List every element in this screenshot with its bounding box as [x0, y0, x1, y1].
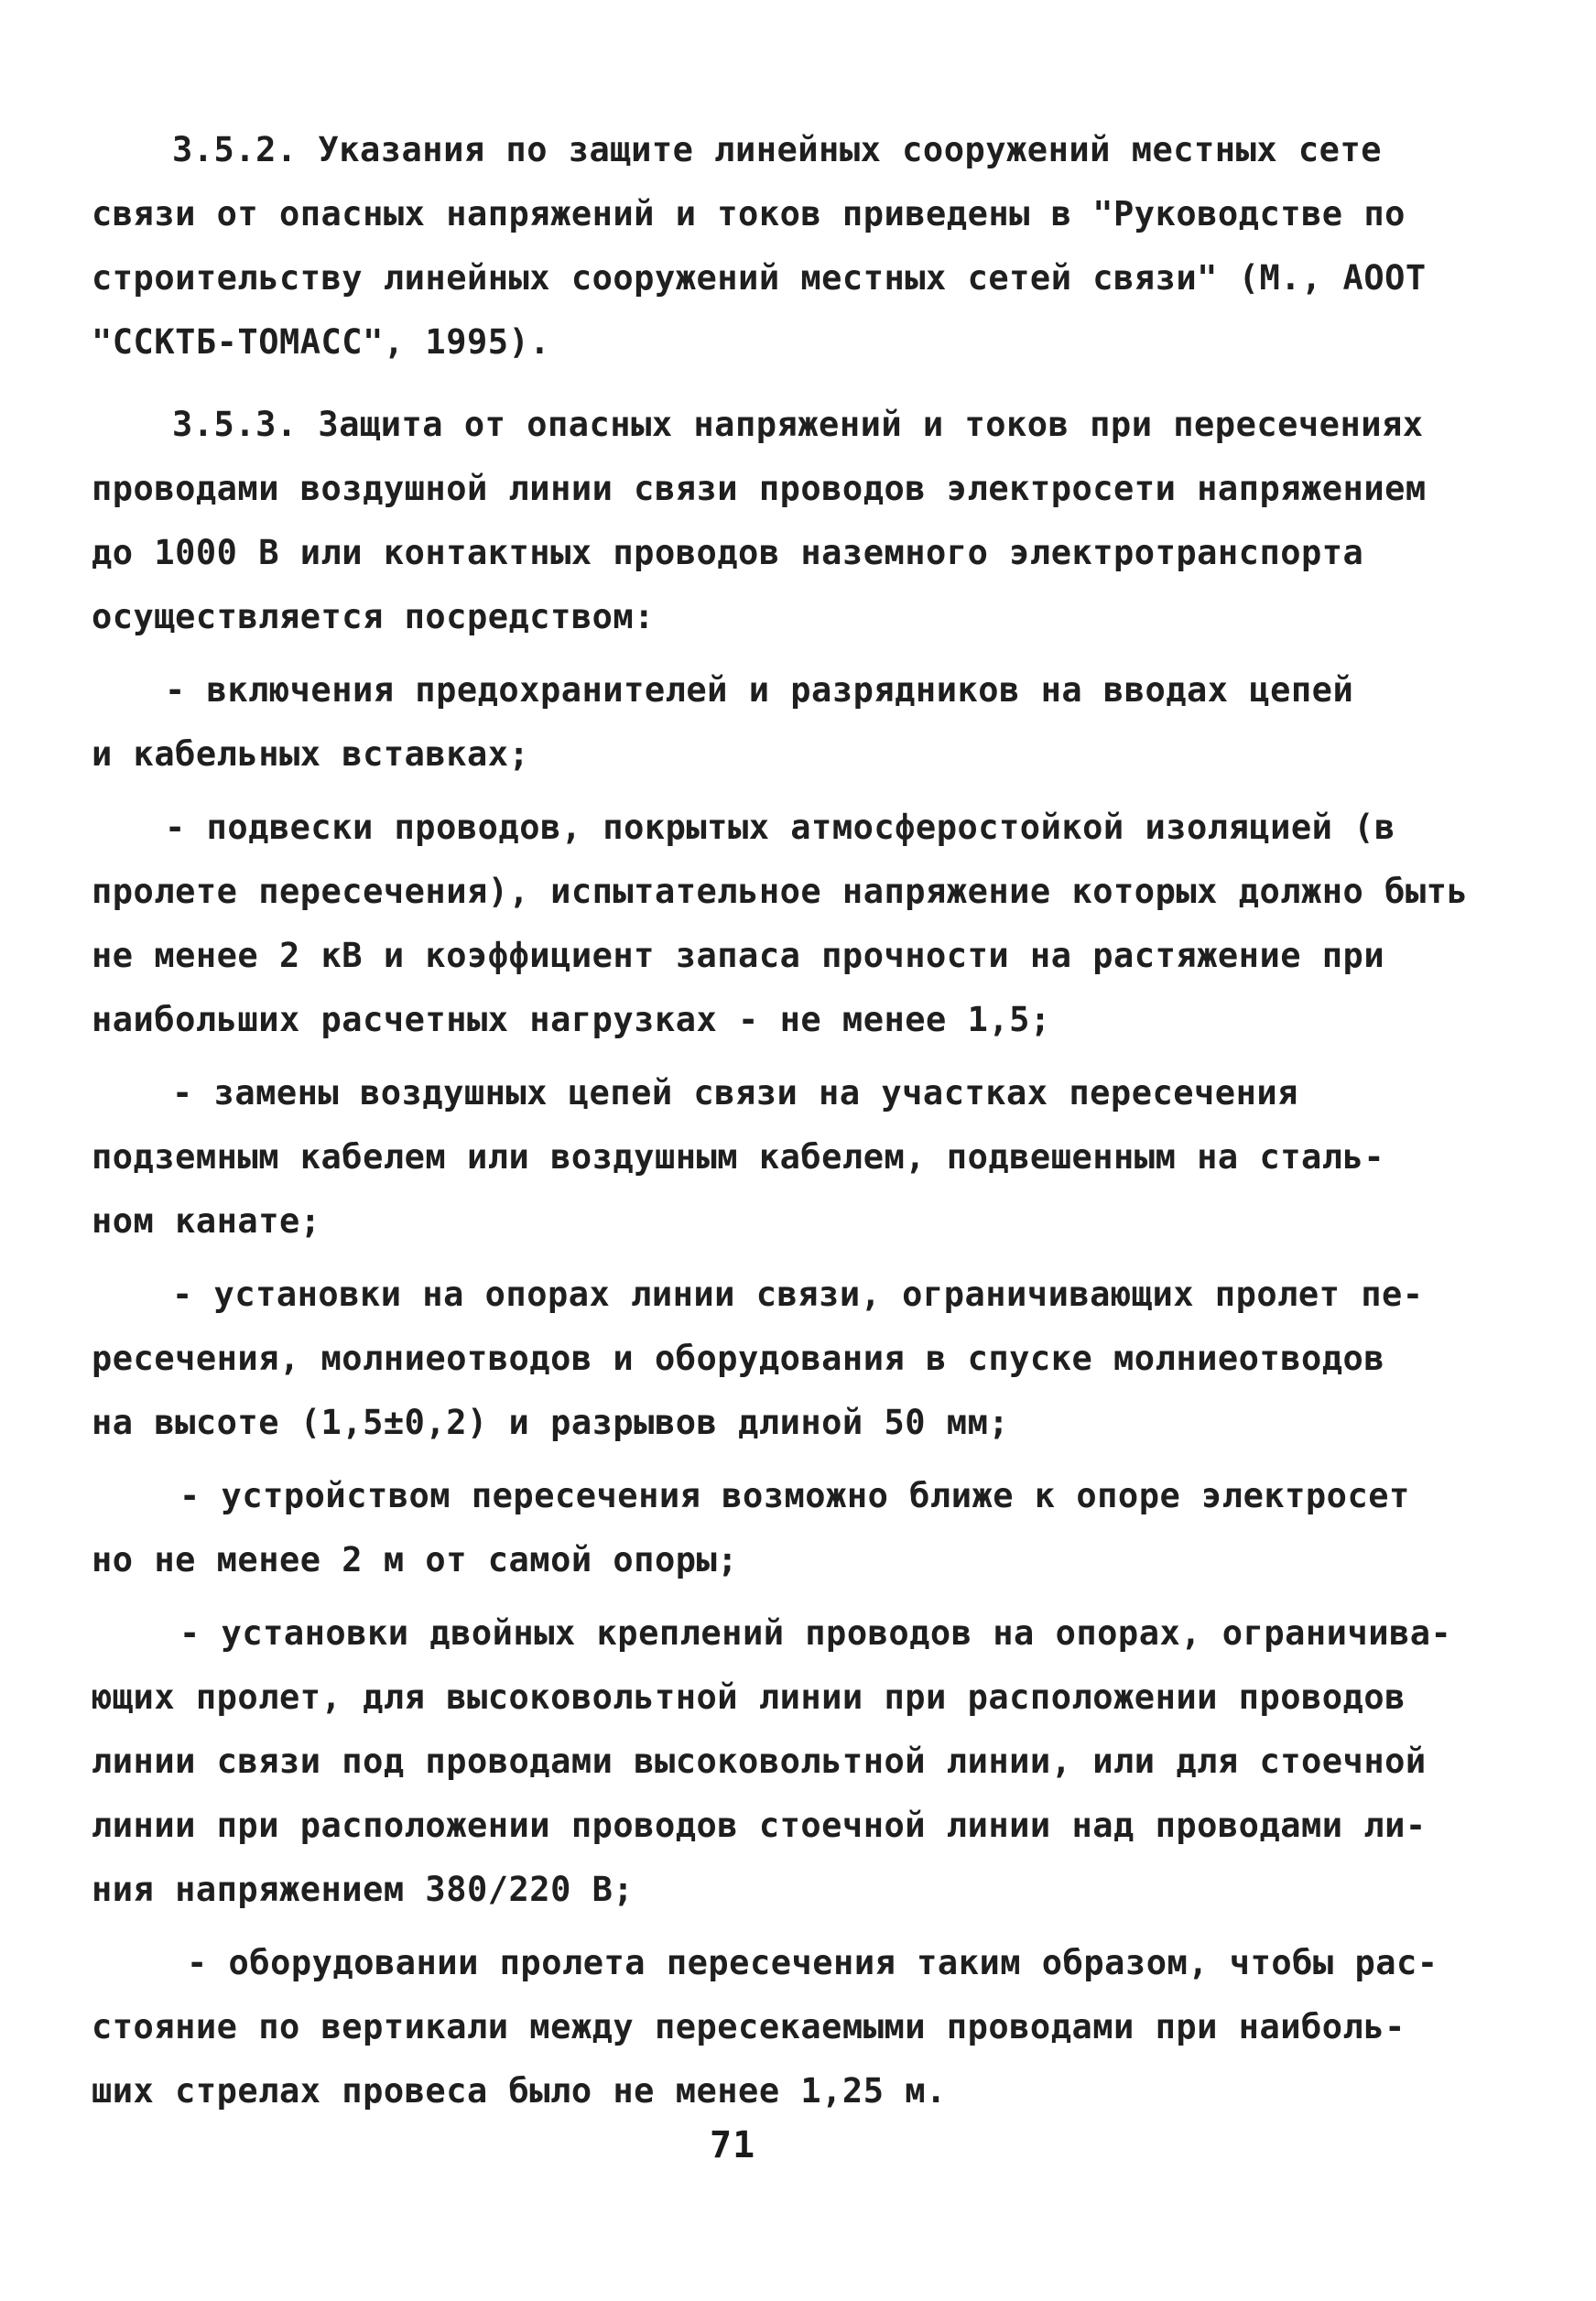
list-item: - установки на опорах линии связи, ограничивающих пролет пе-	[172, 1275, 1424, 1314]
text-line: но не менее 2 м от самой опоры;	[92, 1540, 739, 1579]
list-item: - подвески проводов, покрытых атмосферостойкой изоляцией (в	[165, 808, 1395, 847]
text-line: до 1000 В или контактных проводов наземного электротранспорта	[92, 533, 1364, 572]
text-line: строительству линейных сооружений местных сетей связи" (М., АООТ	[92, 258, 1427, 298]
text-line: и кабельных вставках;	[92, 734, 530, 774]
text-line: ющих пролет, для высоковольтной линии при расположении проводов	[92, 1677, 1406, 1717]
list-item: - оборудовании пролета пересечения таким образом, чтобы рас-	[187, 1943, 1439, 1982]
text-line: проводами воздушной линии связи проводов электросети напряжением	[92, 469, 1427, 508]
text-line: линии связи под проводами высоковольтной линии, или для стоечной	[92, 1742, 1427, 1781]
text-line: линии при расположении проводов стоечной линии над проводами ли-	[92, 1806, 1427, 1845]
text-line: ния напряжением 380/220 В;	[92, 1870, 635, 1909]
list-item: - включения предохранителей и разрядников на вводах цепей	[165, 670, 1354, 710]
text-line: подземным кабелем или воздушным кабелем, подвешенным на сталь-	[92, 1137, 1385, 1177]
text-line: стояние по вертикали между пересекаемыми проводами при наиболь-	[92, 2007, 1406, 2046]
text-line: не менее 2 кВ и коэффициент запаса прочности на растяжение при	[92, 936, 1385, 975]
text-line: 3.5.2. Указания по защите линейных сооружений местных сете	[172, 130, 1383, 169]
text-line: осуществляется посредством:	[92, 597, 655, 636]
text-line: 3.5.3. Защита от опасных напряжений и токов при пересечениях	[172, 405, 1424, 444]
text-line: ших стрелах провеса было не менее 1,25 м.	[92, 2071, 947, 2111]
text-line: связи от опасных напряжений и токов приведены в "Руководстве по	[92, 194, 1406, 233]
text-line: пролете пересечения), испытательное напряжение которых должно быть	[92, 872, 1469, 911]
text-line: ном канате;	[92, 1201, 321, 1241]
list-item: - установки двойных креплений проводов на опорах, ограничива-	[179, 1613, 1452, 1653]
page-number: 71	[710, 2124, 756, 2166]
list-item: - замены воздушных цепей связи на участках пересечения	[172, 1073, 1298, 1113]
text-line: ресечения, молниеотводов и оборудования в спуске молниеотводов	[92, 1339, 1385, 1378]
text-line: наибольших расчетных нагрузках - не менее 1,5;	[92, 1000, 1051, 1039]
text-line: "ССКТБ-ТОМАСС", 1995).	[92, 322, 551, 362]
text-line: на высоте (1,5±0,2) и разрывов длиной 50 мм;	[92, 1403, 1010, 1442]
list-item: - устройством пересечения возможно ближе к опоре электросет	[179, 1476, 1410, 1515]
